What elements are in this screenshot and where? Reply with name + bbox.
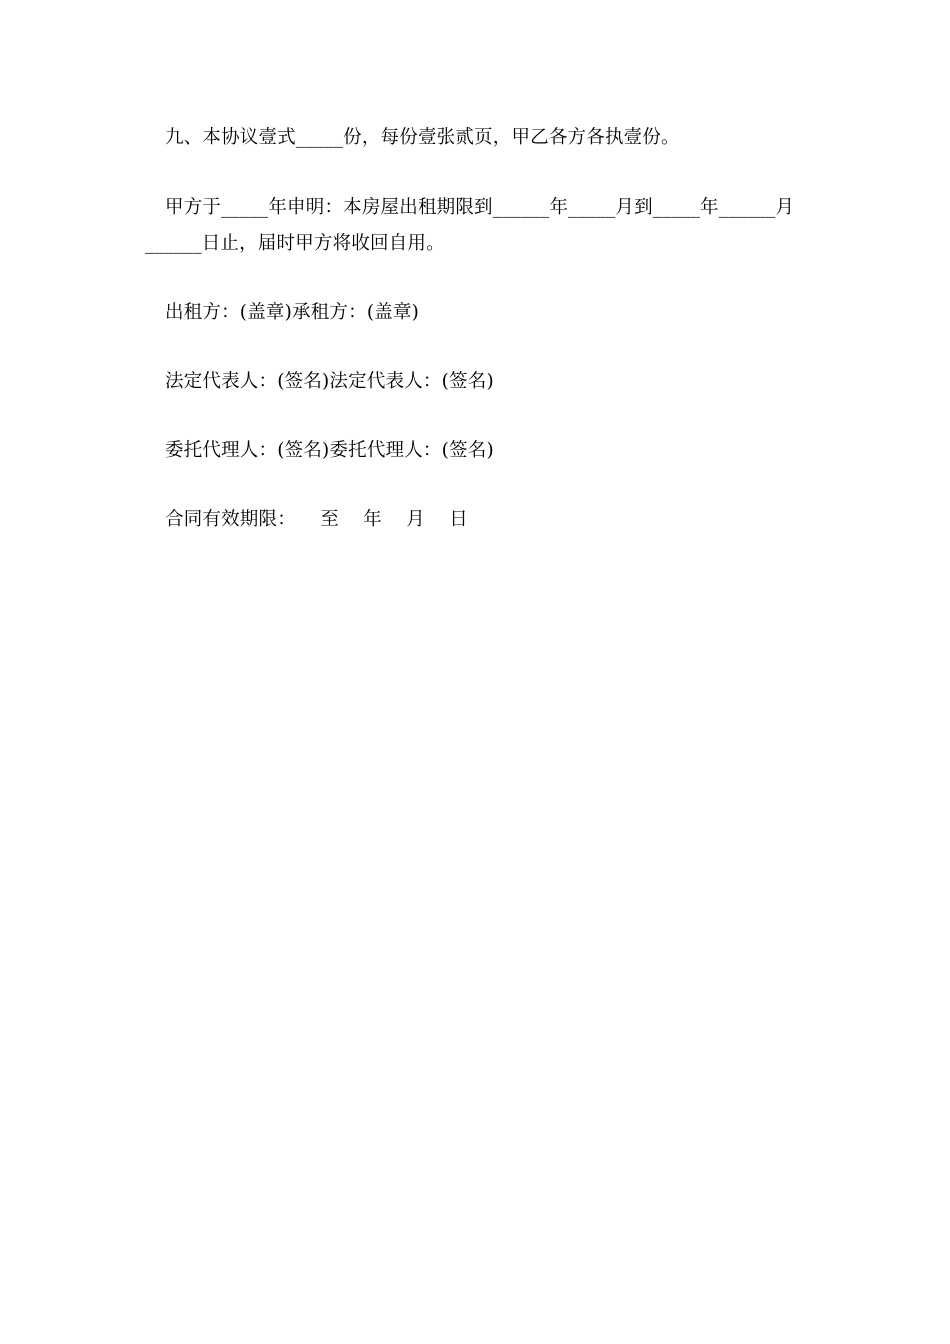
clause-nine-copies: 九、本协议壹式_____份，每份壹张贰页，甲乙各方各执壹份。 <box>165 127 680 148</box>
authorized-agent-line: 委托代理人：(签名)委托代理人：(签名) <box>165 440 494 461</box>
lessor-declaration-line-1: 甲方于_____年申明：本房屋出租期限到______年_____月到_____年______月 <box>165 197 795 218</box>
contract-validity-line: 合同有效期限： 至 年 月 日 <box>165 509 468 530</box>
party-seal-line: 出租方：(盖章)承租方：(盖章) <box>165 302 420 323</box>
lessor-declaration-line-2: ______日止，届时甲方将收回自用。 <box>145 233 445 254</box>
legal-representative-line: 法定代表人：(签名)法定代表人：(签名) <box>165 371 494 392</box>
